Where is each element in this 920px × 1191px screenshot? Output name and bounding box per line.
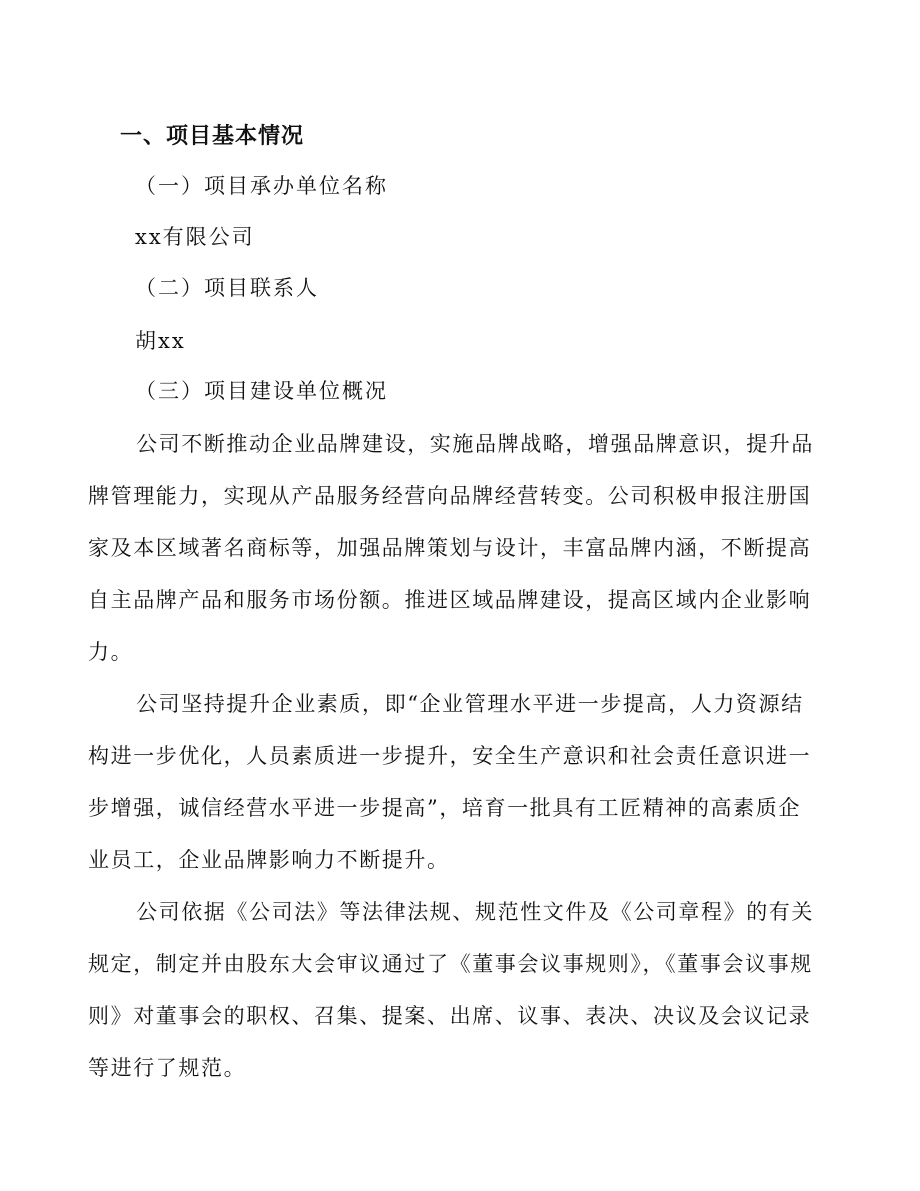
section-heading: 一、项目基本情况 xyxy=(120,123,305,149)
subsection-title-organizer: （一）项目承办单位名称 xyxy=(135,174,388,198)
paragraph-governance: 公司依据《公司法》等法律法规、规范性文件及《公司章程》的有关规定，制定并由股东大会审议通过了《董事会议事规则》，《董事会议事规则》对董事会的职权、召集、提案、出席、议事、表决、决议及会议记录等进行了规范。 xyxy=(88,900,814,1080)
organizer-name: xx有限公司 xyxy=(135,225,255,249)
subsection-title-contact: （二）项目联系人 xyxy=(135,276,319,300)
paragraph-quality: 公司坚持提升企业素质，即“企业管理水平进一步提高，人力资源结构进一步优化，人员素质进一步提升，安全生产意识和社会责任意识进一步增强，诚信经营水平进一步提高”，培育一批具有工匠精神的高素质企业员工，企业品牌影响力不断提升。 xyxy=(88,692,812,872)
paragraph-brand-building: 公司不断推动企业品牌建设，实施品牌战略，增强品牌意识，提升品牌管理能力，实现从产品服务经营向品牌经营转变。公司积极申报注册国家及本区域著名商标等，加强品牌策划与设计，丰富品牌内涵，不断提高自主品牌产品和服务市场份额。推进区域品牌建设，提高区域内企业影响力。 xyxy=(88,432,814,664)
subsection-title-overview: （三）项目建设单位概况 xyxy=(135,379,388,403)
contact-name: 胡xx xyxy=(135,329,186,353)
